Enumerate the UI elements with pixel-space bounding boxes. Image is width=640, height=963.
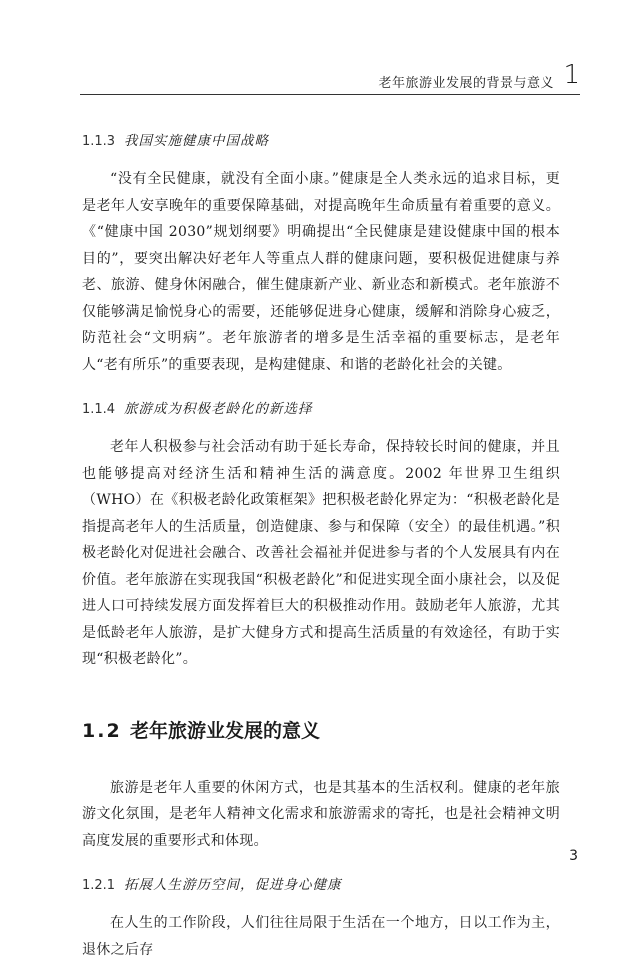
- section-title: 我国实施健康中国战略: [124, 133, 269, 149]
- section-title: 旅游成为积极老龄化的新选择: [124, 401, 313, 417]
- section-heading-1-1-4: [82, 396, 560, 422]
- paragraph-1-2-1: 在人生的工作阶段，人们往往局限于生活在一个地方，日以工作为主，退休之后存: [82, 915, 560, 958]
- paragraph-1-1-4: 老年人积极参与社会活动有助于延长寿命，保持较长时间的健康，并且也能够提高对经济生活和精神生活的满意度。2002 年世界卫生组织（WHO）在《积极老龄化政策框架》把积极老龄化界定为：“积极老龄化是指提高老年人的生活质量，创造健康、参与和保障（安全）的最佳机遇。”积极老龄化对促进社会融合、改善社会福祉并促进参与者的个人发展具有内在价值。老年旅游在实现我国“积极老龄化”和促进实现全面小康社会，以及促进人口可持续发展方面发挥着巨大的积极推动作用。鼓励老年人旅游，尤其是低龄老年人旅游，是扩大健身方式和提高生活质量的有效途径，有助于实现“积极老龄化”。: [82, 439, 560, 667]
- chapter-section-heading-1-2: [82, 705, 560, 757]
- section-title: 老年旅游业发展的意义: [130, 719, 321, 742]
- page-number: 3: [569, 848, 578, 864]
- running-header-chapter-number: 1: [563, 60, 580, 90]
- section-heading-1-1-3: [82, 128, 560, 154]
- paragraph-1-2: 旅游是老年人重要的休闲方式，也是其基本的生活权利。健康的老年旅游文化氛围，是老年人精神文化需求和旅游需求的寄托，也是社会精神文明高度发展的重要形式和体现。: [82, 779, 560, 849]
- running-header-title: 老年旅游业发展的背景与意义: [378, 76, 554, 91]
- section-heading-1-2-1: [82, 872, 560, 898]
- running-header: [80, 60, 580, 95]
- section-number: 1.1.3: [82, 134, 116, 149]
- section-number: 1.2: [82, 719, 122, 742]
- section-number: 1.1.4: [82, 402, 116, 417]
- page-body: [82, 128, 560, 963]
- section-title: 拓展人生游历空间，促进身心健康: [124, 877, 342, 893]
- paragraph-1-1-3: “没有全民健康，就没有全面小康。”健康是全人类永远的追求目标，更是老年人安享晚年的重要保障基础，对提高晚年生命质量有着重要的意义。《“健康中国 2030”规划纲要》明确提出“全民健康是建设健康中国的根本目的”，要突出解决好老年人等重点人群的健康问题，要积极促进健康与养老、旅游、健身休闲融合，催生健康新产业、新业态和新模式。老年旅游不仅能够满足愉悦身心的需要，还能够促进身心健康，缓解和消除身心疲乏，防范社会“文明病”。老年旅游者的增多是生活幸福的重要标志，是老年人“老有所乐”的重要表现，是构建健康、和谐的老龄化社会的关键。: [82, 171, 560, 373]
- section-number: 1.2.1: [82, 878, 116, 893]
